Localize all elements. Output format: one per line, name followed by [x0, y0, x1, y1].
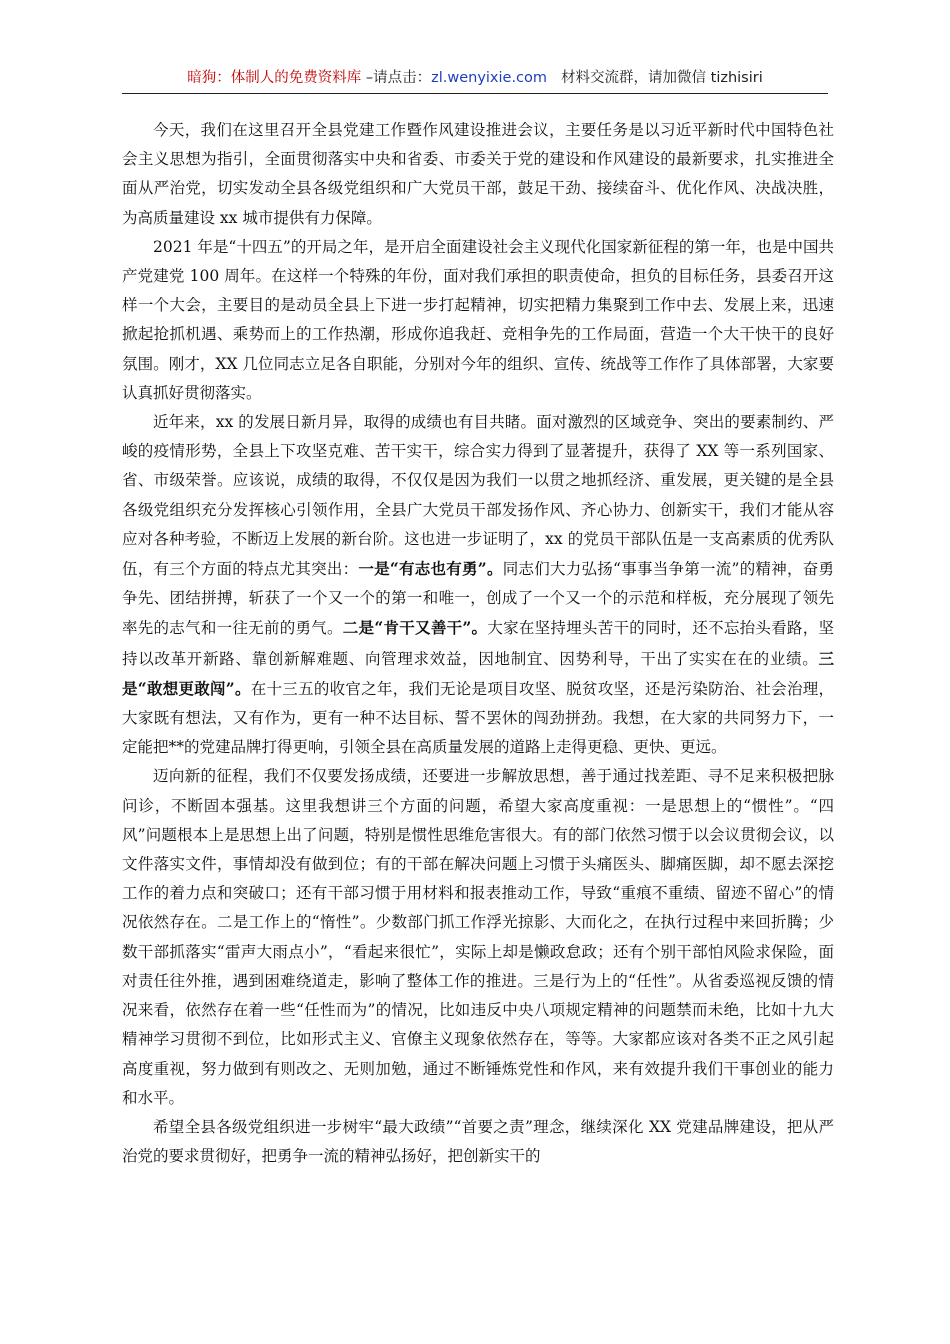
paragraph-2 — [122, 233, 834, 408]
paragraph-text: 近年来，xx 的发展日新月异，取得的成绩也有目共睹。面对激烈的区域竞争、突出的要素制约、严峻的疫情形势，全县上下攻坚克难、苦干实干，综合实力得到了显著提升，获得了 XX 等一系列国家、省、市级荣誉。应该说，成绩的取得，不仅仅是因为我们一以贯之地抓经济、重发展，更关键的是全县各级党组织充分发挥核心引领作用，全县广大党员干部发扬作风、齐心协力、创新实干，我们才能从容应对各种考验，不断迈上发展的新台阶。这也进一步证明了，xx 的党员干部队伍是一支高素质的优秀队伍，有三个方面的特点尤其突出： — [122, 413, 834, 579]
paragraph-text: 在十三五的收官之年，我们无论是项目攻坚、脱贫攻坚，还是污染防治、社会治理，大家既有想法，又有作为，更有一种不达目标、誓不罢休的闯劲拼劲。我想，在大家的共同努力下，一定能把**的党建品牌打得更响，引领全县在高质量发展的道路上走得更稳、更快、更远。 — [122, 679, 834, 757]
header-click-prompt: –请点击： — [361, 70, 432, 86]
paragraph-text: 2021 年是“十四五”的开局之年，是开启全面建设社会主义现代化国家新征程的第一年，也是中国共产党建党 100 周年。在这样一个特殊的年份，面对我们承担的职责使命，担负的目标任务，县委召开这样一个大会，主要目的是动员全县上下进一步打起精神，切实把精力集聚到工作中去、发展上来，迅速掀起抢抓机遇、乘势而上的工作热潮，形成你追我赶、竞相争先的工作局面，营造一个大干快干的良好氛围。刚才，XX 几位同志立足各自职能，分别对今年的组织、宣传、统战等工作作了具体部署，大家要认真抓好贯彻落实。 — [122, 237, 834, 402]
header-group-note: 材料交流群，请加微信 tizhisiri — [561, 70, 763, 86]
paragraph-text: 希望全县各级党组织进一步树牢“最大政绩”“首要之责”理念，继续深化 XX 党建品牌建设，把从严治党的要求贯彻好，把勇争一流的精神弘扬好，把创新实干的 — [122, 1117, 834, 1166]
paragraph-text: 今天，我们在这里召开全县党建工作暨作风建设推进会议，主要任务是以习近平新时代中国特色社会主义思想为指引，全面贯彻落实中央和省委、市委关于党的建设和作风建设的最新要求，扎实推进全面从严治党，切实发动全县各级党组织和广大党员干部，鼓足干劲、接续奋斗、优化作风、决战决胜，为高质量建设 xx 城市提供有力保障。 — [122, 121, 834, 227]
paragraph-3 — [122, 408, 834, 762]
paragraph-1 — [122, 116, 834, 233]
document-body — [122, 116, 834, 1171]
paragraph-text: 大家在坚持埋头苦干的同时，还不忘抬头看路，坚持以改革开新路、靠创新解难题、向管理求效益，因地制宜、因势利导，干出了实实在在的业绩。 — [122, 619, 834, 668]
paragraph-5 — [122, 1113, 834, 1171]
point-one-heading: 一是“有志也有勇”。 — [358, 559, 503, 579]
page-header — [122, 62, 828, 94]
paragraph-4 — [122, 762, 834, 1112]
paragraph-text: 同志们大力弘扬“事事当争第一流”的精神，奋勇争先、团结拼搏，斩获了一个又一个的第一和唯一，创成了一个又一个的示范和样板，充分展现了领先率先的志气和一往无前的勇气。 — [122, 560, 834, 638]
point-two-heading: 二是“肯干又善干”。 — [342, 618, 488, 638]
header-url-link[interactable]: zl.wenyixie.com — [431, 70, 548, 86]
header-brand: 暗狗：体制人的免费资料库 — [187, 70, 362, 86]
point-three-heading: 三是“敢想更敢闯”。 — [122, 648, 834, 698]
paragraph-text: 迈向新的征程，我们不仅要发扬成绩，还要进一步解放思想，善于通过找差距、寻不足来积极把脉问诊，不断固本强基。这里我想讲三个方面的问题，希望大家高度重视：一是思想上的“惯性”。“四风”问题根本上是思想上出了问题，特别是惯性思维危害很大。有的部门依然习惯于以会议贯彻会议，以文件落实文件，事情却没有做到位；有的干部在解决问题上习惯于头痛医头、脚痛医脚，却不愿去深挖工作的着力点和突破口；还有干部习惯于用材料和报表推动工作，导致“重痕不重绩、留迹不留心”的情况依然存在。二是工作上的“惰性”。少数部门抓工作浮光掠影、大而化之，在执行过程中来回折腾；少数干部抓落实“雷声大雨点小”，“看起来很忙”，实际上却是懒政怠政；还有个别干部怕风险求保险，面对责任往外推，遇到困难绕道走，影响了整体工作的推进。三是行为上的“任性”。从省委巡视反馈的情况来看，依然存在着一些“任性而为”的情况，比如违反中央八项规定精神的问题禁而未绝，比如十九大精神学习贯彻不到位，比如形式主义、官僚主义现象依然存在，等等。大家都应该对各类不正之风引起高度重视，努力做到有则改之、无则加勉，通过不断锤炼党性和作风，来有效提升我们干事创业的能力和水平。 — [122, 767, 834, 1107]
